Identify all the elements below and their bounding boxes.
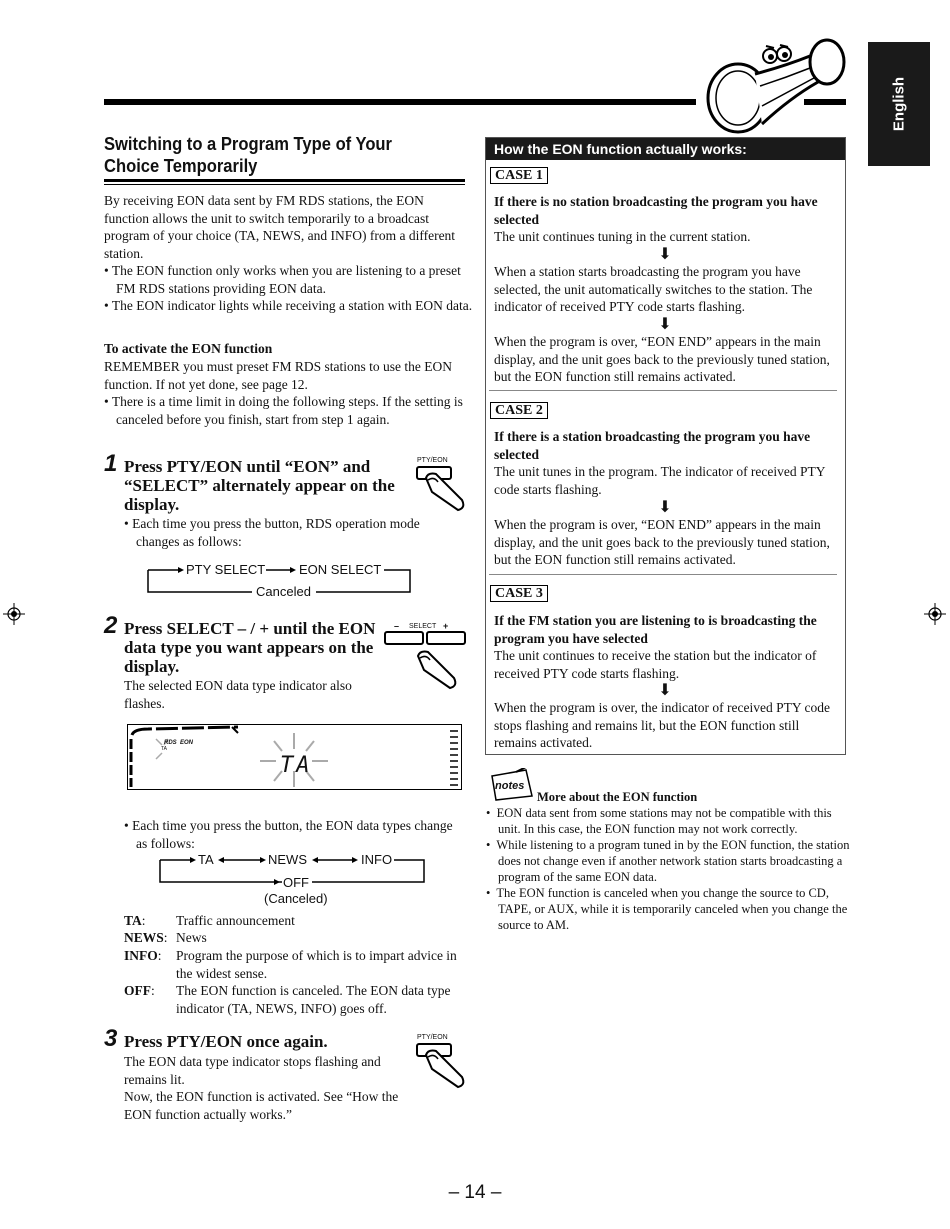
case-3-arrow-1: ⬇ [658, 682, 672, 699]
registration-mark-right [924, 603, 946, 625]
intro-bullet-2: • The EON indicator lights while receiving a station with EON data. [104, 298, 473, 313]
case-1-text-1: The unit continues tuning in the current station. [494, 229, 751, 244]
step-1-title: Press PTY/EON until “EON” and “SELECT” alternately appear on the display. [124, 457, 395, 514]
case-divider-1 [489, 390, 837, 391]
note-item-2: • While listening to a program tuned in by the EON function, the station does not change even if another network station starts broadcasting a program of the same EON data. [486, 838, 850, 884]
registration-mark-left [3, 603, 25, 625]
language-tab [868, 42, 930, 166]
case-2-arrow-1: ⬇ [658, 499, 672, 516]
activate-heading: To activate the EON function [104, 341, 273, 356]
case-1-arrow-2: ⬇ [658, 316, 672, 333]
lcd-eon-indicator: EON [180, 740, 194, 746]
case-divider-2 [489, 574, 837, 575]
case-2-text-2: When the program is over, “EON END” appears in the main display, and the unit goes back to the previously tuned station, but the EON function still remains activated. [494, 517, 830, 567]
eon-box-title: How the EON function actually works: [486, 138, 845, 160]
notes-title: More about the EON function [537, 790, 698, 804]
flow-ta: TA [198, 852, 214, 867]
types-note: • Each time you press the button, the EON data types change as follows: [124, 818, 453, 851]
title-rule [104, 179, 465, 182]
language-tab-label: English [890, 76, 908, 132]
case-1-arrow-1: ⬇ [658, 246, 672, 263]
case-1-label: CASE 1 [490, 167, 548, 184]
horn-mascot-icon [700, 26, 850, 136]
page-number: – 14 – [448, 1182, 502, 1203]
case-1-text-3: When the program is over, “EON END” appears in the main display, and the unit goes back to the previously tuned station, but the EON function still remains activated. [494, 334, 830, 384]
select-button-label: SELECT [409, 623, 437, 630]
lcd-main-text: TA [280, 753, 313, 778]
lcd-rds-indicator: RDS [164, 740, 177, 746]
notes-icon-label: notes [495, 780, 525, 792]
def-off: OFF: [124, 983, 155, 998]
case-1-heading: If there is no station broadcasting the program you have selected [494, 194, 818, 227]
case-3-label: CASE 3 [490, 585, 548, 602]
step-2-number: 2 [104, 612, 118, 639]
flow-pty-select: PTY SELECT [186, 562, 266, 577]
flow-canceled: Canceled [256, 584, 311, 599]
case-1-text-2: When a station starts broadcasting the program you have selected, the unit automatically switches to the station. The indicator of received PTY code starts flashing. [494, 264, 813, 314]
case-2-label: CASE 2 [490, 402, 548, 419]
pty-eon-button-label: PTY/EON [417, 457, 448, 464]
activate-text: REMEMBER you must preset FM RDS stations to use the EON function. If not yet done, see page 12. [104, 359, 453, 392]
case-3-heading: If the FM station you are listening to is broadcasting the program you have selected [494, 613, 817, 646]
flow-info: INFO [361, 852, 393, 867]
case-3-text-1: The unit continues to receive the station but the indicator of received PTY code starts flashing. [494, 648, 817, 681]
step-2-note: The selected EON data type indicator also flashes. [124, 678, 352, 711]
def-info: INFO: [124, 948, 162, 963]
lcd-ta-indicator: TA [161, 746, 168, 752]
finger-press-icon-3 [422, 1047, 470, 1089]
finger-press-icon [422, 470, 470, 512]
step-1-number: 1 [104, 450, 118, 477]
case-2-heading: If there is a station broadcasting the program you have selected [494, 429, 811, 462]
step-3-number: 3 [104, 1025, 118, 1052]
intro-paragraph: By receiving EON data sent by FM RDS stations, the EON function allows the unit to switch temporarily to a broadcast program of your choice (TA, NEWS, and INFO) from a different station. [104, 193, 456, 261]
flow-eon-select: EON SELECT [299, 562, 382, 577]
step-3-title: Press PTY/EON once again. [124, 1032, 328, 1051]
def-news-desc: News [176, 930, 207, 945]
step-3-note-2: Now, the EON function is activated. See “How the EON function actually works.” [124, 1089, 399, 1122]
def-ta: TA: [124, 913, 146, 928]
select-plus-button [426, 631, 466, 645]
select-minus-button [384, 631, 424, 645]
case-2-text-1: The unit tunes in the program. The indicator of received PTY code starts flashing. [494, 464, 826, 497]
step-3-note: The EON data type indicator stops flashing and remains lit. [124, 1054, 381, 1087]
section-title: Switching to a Program Type of Your Choice Temporarily [104, 134, 392, 176]
def-ta-desc: Traffic announcement [176, 913, 295, 928]
def-off-desc: The EON function is canceled. The EON data type indicator (TA, NEWS, INFO) goes off. [176, 983, 451, 1016]
def-info-desc: Program the purpose of which is to impart advice in the widest sense. [176, 948, 457, 981]
flow-news: NEWS [268, 852, 307, 867]
select-plus-label: + [443, 621, 449, 631]
flow-off-canceled: (Canceled) [264, 891, 328, 906]
title-rule-thin [104, 184, 465, 185]
step-1-note: • Each time you press the button, RDS operation mode changes as follows: [124, 516, 420, 549]
note-item-3: • The EON function is canceled when you change the source to CD, TAPE, or AUX, while it is temporarily canceled when you change the source to AM. [486, 886, 848, 932]
pty-eon-button-label-3: PTY/EON [417, 1034, 448, 1041]
activate-bullet: • There is a time limit in doing the following steps. If the setting is canceled before you finish, start from step 1 again. [104, 394, 463, 427]
flow-off: OFF [283, 875, 309, 890]
def-news: NEWS: [124, 930, 168, 945]
case-3-text-2: When the program is over, the indicator of received PTY code stops flashing and remains lit, but the EON function still remains activated. [494, 700, 830, 750]
header-rule [104, 99, 696, 105]
note-item-1: • EON data sent from some stations may not be compatible with this unit. In this case, the EON function may not work correctly. [486, 806, 832, 836]
select-minus-label: – [394, 621, 400, 631]
step-2-title: Press SELECT – / + until the EON data type you want appears on the display. [124, 619, 376, 676]
intro-bullet-1: • The EON function only works when you are listening to a preset FM RDS stations providing EON data. [104, 263, 461, 296]
finger-press-icon-2 [414, 648, 462, 690]
